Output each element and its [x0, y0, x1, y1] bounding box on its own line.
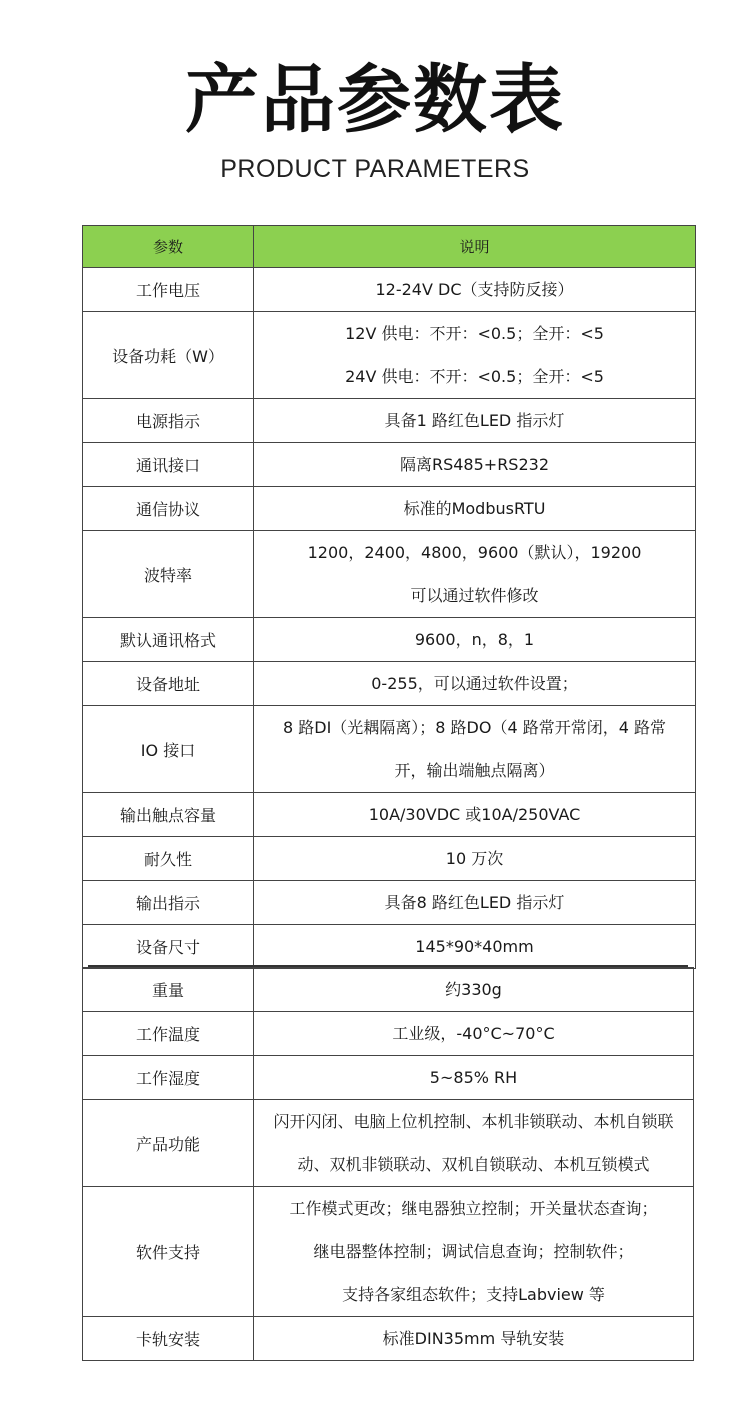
param-description [254, 312, 696, 399]
param-description [254, 968, 694, 1012]
table-row [83, 706, 696, 793]
param-name: 设备尺寸 [83, 925, 254, 969]
param-name: 耐久性 [83, 837, 254, 881]
parameters-table-1 [82, 225, 696, 969]
param-description [254, 487, 696, 531]
param-description [254, 662, 696, 706]
description-line: 10 万次 [445, 849, 504, 868]
table-row [83, 837, 696, 881]
description-line: 工业级，-40°C~70°C [392, 1024, 555, 1043]
param-name: 设备功耗（W） [83, 312, 254, 399]
param-name: 重量 [83, 968, 254, 1012]
description-line: 24V 供电：不开：<0.5；全开：<5 [345, 367, 604, 386]
param-description [254, 443, 696, 487]
description-line: 标准的ModbusRTU [403, 499, 546, 518]
page-title: 产品参数表 [185, 57, 565, 143]
table-row [83, 399, 696, 443]
page-subtitle: PRODUCT PARAMETERS [220, 155, 530, 183]
description-line: 5~85% RH [429, 1068, 518, 1087]
param-description [254, 1056, 694, 1100]
parameters-table-2 [82, 967, 694, 1361]
param-description [254, 925, 696, 969]
description-line: 动、双机非锁联动、双机自锁联动、本机互锁模式 [297, 1155, 650, 1174]
param-name: 设备地址 [83, 662, 254, 706]
description-line: 10A/30VDC 或10A/250VAC [368, 805, 581, 824]
param-description [254, 1100, 694, 1187]
param-name: 默认通讯格式 [83, 618, 254, 662]
param-description [254, 399, 696, 443]
param-description [254, 881, 696, 925]
param-name: 产品功能 [83, 1100, 254, 1187]
table-row [83, 618, 696, 662]
table-row [83, 925, 696, 969]
table-row [83, 1100, 694, 1187]
description-line: 闪开闪闭、电脑上位机控制、本机非锁联动、本机自锁联 [273, 1112, 674, 1131]
description-line: 约330g [445, 980, 502, 999]
description-line: 继电器整体控制；调试信息查询；控制软件； [313, 1242, 634, 1261]
description-line: 具备8 路红色LED 指示灯 [384, 893, 565, 912]
description-line: 隔离RS485+RS232 [399, 455, 550, 474]
table-row [83, 1317, 694, 1361]
table-row [83, 881, 696, 925]
table-row [83, 531, 696, 618]
table-row [83, 662, 696, 706]
description-line: 8 路DI（光耦隔离）；8 路DO（4 路常开常闭，4 路常 [282, 718, 667, 737]
param-name: 通讯接口 [83, 443, 254, 487]
param-description [254, 793, 696, 837]
description-line: 12-24V DC（支持防反接） [375, 280, 574, 299]
description-line: 支持各家组态软件；支持Labview 等 [342, 1285, 605, 1304]
header-param: 参数 [83, 226, 254, 268]
param-name: 卡轨安装 [83, 1317, 254, 1361]
description-line: 0-255，可以通过软件设置； [371, 674, 578, 693]
description-line: 具备1 路红色LED 指示灯 [384, 411, 565, 430]
param-description [254, 531, 696, 618]
param-description [254, 706, 696, 793]
param-description [254, 837, 696, 881]
table-row [83, 268, 696, 312]
param-name: 通信协议 [83, 487, 254, 531]
param-name: 工作湿度 [83, 1056, 254, 1100]
table-row [83, 1187, 694, 1317]
param-name: 输出触点容量 [83, 793, 254, 837]
param-name: 工作温度 [83, 1012, 254, 1056]
table-row [83, 1012, 694, 1056]
table-row [83, 793, 696, 837]
table-row [83, 487, 696, 531]
param-description [254, 1012, 694, 1056]
description-line: 可以通过软件修改 [410, 586, 539, 605]
param-description [254, 1317, 694, 1361]
table-header-row [83, 226, 696, 268]
header-desc: 说明 [254, 226, 696, 268]
param-name: 工作电压 [83, 268, 254, 312]
param-name: 输出指示 [83, 881, 254, 925]
param-name: 电源指示 [83, 399, 254, 443]
description-line: 12V 供电：不开：<0.5；全开：<5 [345, 324, 604, 343]
table-row [83, 443, 696, 487]
description-line: 开，输出端触点隔离） [394, 761, 555, 780]
description-line: 1200，2400，4800，9600（默认），19200 [307, 543, 642, 562]
table-row [83, 1056, 694, 1100]
description-line: 9600，n，8，1 [414, 630, 535, 649]
param-description [254, 268, 696, 312]
table-row [83, 312, 696, 399]
param-description [254, 618, 696, 662]
table-row [83, 968, 694, 1012]
param-name: 波特率 [83, 531, 254, 618]
param-description [254, 1187, 694, 1317]
description-line: 标准DIN35mm 导轨安装 [382, 1329, 565, 1348]
description-line: 工作模式更改；继电器独立控制；开关量状态查询； [289, 1199, 658, 1218]
description-line: 145*90*40mm [415, 937, 534, 956]
param-name: IO 接口 [83, 706, 254, 793]
param-name: 软件支持 [83, 1187, 254, 1317]
